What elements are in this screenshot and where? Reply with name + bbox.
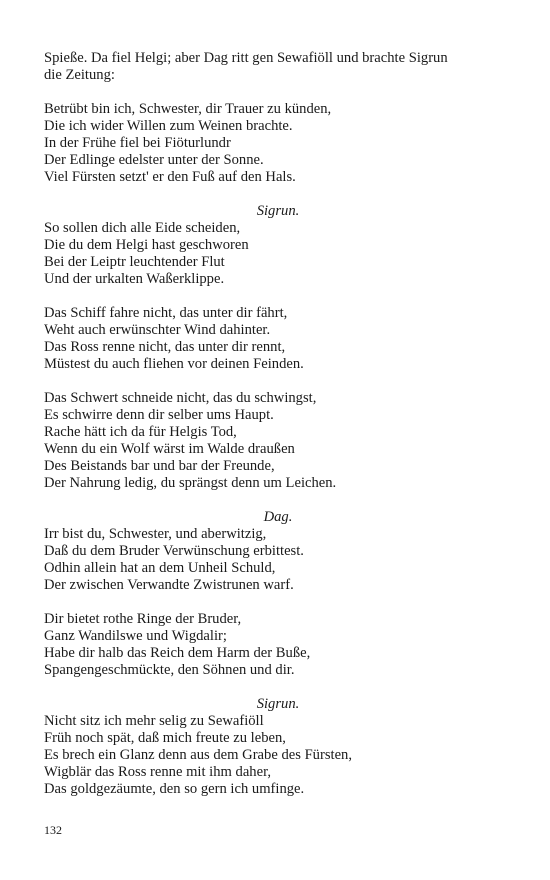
intro-line: die Zeitung: [44, 67, 115, 83]
speaker-heading: Sigrun. [256, 696, 300, 712]
verse-line: Odhin allein hat an dem Unheil Schuld, [44, 560, 276, 576]
page-body [44, 50, 512, 815]
verse-line: Die du dem Helgi hast geschworen [44, 237, 249, 253]
speaker-heading: Sigrun. [256, 203, 300, 219]
verse-line: Der Edlinge edelster unter der Sonne. [44, 152, 264, 168]
verse-line: Dir bietet rothe Ringe der Bruder, [44, 611, 242, 627]
page-number: 132 [44, 823, 62, 837]
verse-line: Es brech ein Glanz denn aus dem Grabe des Fürsten, [44, 747, 352, 763]
verse-line: Nicht sitz ich mehr selig zu Sewafiöll [44, 713, 264, 729]
verse-line: Der Nahrung ledig, du sprängst denn um Leichen. [44, 475, 337, 491]
verse-line: Wigblär das Ross renne mit ihm daher, [44, 764, 272, 780]
verse-line: Müstest du auch fliehen vor deinen Feinden. [44, 356, 304, 372]
verse-line: So sollen dich alle Eide scheiden, [44, 220, 241, 236]
verse-line: Das Schwert schneide nicht, das du schwingst, [44, 390, 317, 406]
verse-line: Früh noch spät, daß mich freute zu leben, [44, 730, 286, 746]
speaker-heading: Dag. [263, 509, 293, 525]
verse-line: Betrübt bin ich, Schwester, dir Trauer zu künden, [44, 101, 332, 117]
verse-line: Der zwischen Verwandte Zwistrunen warf. [44, 577, 294, 593]
stanza [44, 203, 512, 288]
verse-line: Das Ross renne nicht, das unter dir rennt, [44, 339, 286, 355]
verse-line: In der Frühe fiel bei Fiöturlundr [44, 135, 231, 151]
stanza [44, 696, 512, 798]
verse-line: Irr bist du, Schwester, und aberwitzig, [44, 526, 267, 542]
verse-line: Rache hätt ich da für Helgis Tod, [44, 424, 237, 440]
verse-line: Das goldgezäumte, den so gern ich umfinge. [44, 781, 305, 797]
verse-line: Wenn du ein Wolf wärst im Walde draußen [44, 441, 295, 457]
stanza [44, 611, 512, 679]
intro-paragraph [44, 50, 512, 84]
verse-line: Das Schiff fahre nicht, das unter dir fährt, [44, 305, 288, 321]
verse-line: Des Beistands bar und bar der Freunde, [44, 458, 275, 474]
verse-line: Ganz Wandilswe und Wigdalir; [44, 628, 227, 644]
stanza [44, 305, 512, 373]
verse-line: Weht auch erwünschter Wind dahinter. [44, 322, 271, 338]
verse-line: Die ich wider Willen zum Weinen brachte. [44, 118, 293, 134]
verse-line: Viel Fürsten setzt' er den Fuß auf den Hals. [44, 169, 296, 185]
verse-line: Habe dir halb das Reich dem Harm der Buße, [44, 645, 311, 661]
stanza [44, 390, 512, 492]
verse-line: Bei der Leiptr leuchtender Flut [44, 254, 225, 270]
verse-line: Und der urkalten Waßerklippe. [44, 271, 225, 287]
verse-line: Spangengeschmückte, den Söhnen und dir. [44, 662, 295, 678]
stanza [44, 101, 512, 186]
stanza [44, 509, 512, 594]
verse-line: Daß du dem Bruder Verwünschung erbittest. [44, 543, 304, 559]
intro-line: Spieße. Da fiel Helgi; aber Dag ritt gen Sewafiöll und brachte Sigrun [44, 50, 448, 66]
verse-line: Es schwirre denn dir selber ums Haupt. [44, 407, 274, 423]
